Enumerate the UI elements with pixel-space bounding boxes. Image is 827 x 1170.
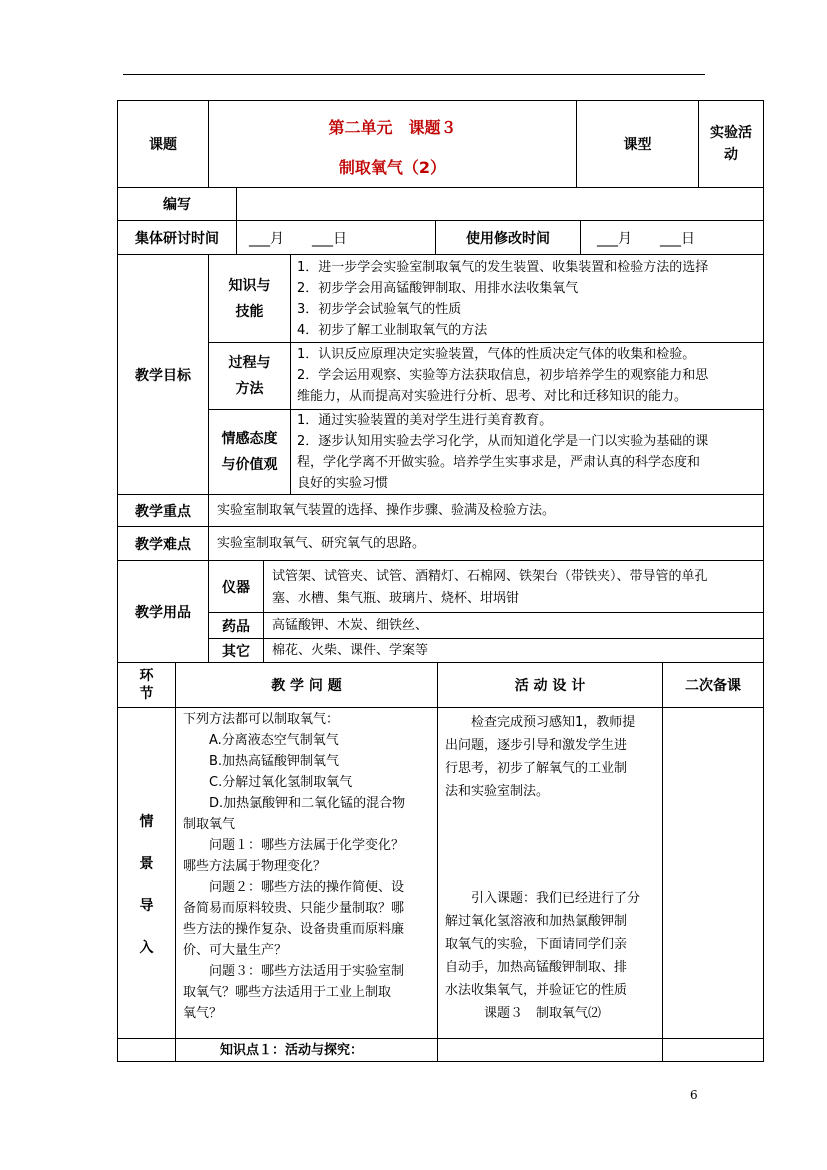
problem-line: 问题２：哪些方法的操作简便、设 <box>183 880 405 895</box>
instruments-line: 塞、水槽、集气瓶、玻璃片、烧杯、坩埚钳 <box>272 591 520 606</box>
problem-line: 问题３：哪些方法适用于实验室制 <box>183 964 405 979</box>
type-value-line1: 实验活 <box>710 125 752 141</box>
kp-notes-cell <box>662 1038 764 1062</box>
label-knowledge-skills <box>208 254 291 343</box>
scene-problems <box>175 707 438 1039</box>
label-activity-design: 活 动 设 计 <box>437 662 663 708</box>
label-topic: 课题 <box>117 100 209 188</box>
label-instruments: 仪器 <box>208 560 264 613</box>
page-number: 6 <box>690 1088 698 1102</box>
knowledge-item: 2．初步学会用高锰酸钾制取、用排水法收集氧气 <box>297 281 579 296</box>
knowledge-item: 1．进一步学会实验室制取氧气的发生装置、收集装置和检验方法的选择 <box>297 260 709 275</box>
knowledge-item: 4．初步了解工业制取氧气的方法 <box>297 323 488 338</box>
stage-label-1: 环 <box>139 668 154 684</box>
use-time-text: ___月 ___日 <box>597 230 695 247</box>
process-label-1: 过程与 <box>228 355 271 371</box>
activity-line: 水法收集氧气，并验证它的性质 <box>445 983 628 998</box>
use-time-value <box>580 220 764 255</box>
problem-line: 下列方法都可以制取氧气： <box>183 712 340 727</box>
problem-line: A.分离液态空气制氧气 <box>183 733 339 748</box>
type-value-line2: 动 <box>724 147 738 163</box>
problem-line: 取氧气？哪些方法适用于工业上制取 <box>183 985 392 1000</box>
process-item: 2．学会运用观察、实验等方法获取信息，初步培养学生的观察能力和思 <box>297 368 709 383</box>
activity-line: 解过氧化氢溶液和加热氯酸钾制 <box>445 914 628 929</box>
other-text: 棉花、火柴、课件、学案等 <box>272 643 429 658</box>
knowledge-point-heading <box>175 1038 438 1062</box>
problem-line: C.分解过氧化氢制取氧气 <box>183 775 353 790</box>
problem-line: 些方法的操作复杂、设备贵重而原料廉 <box>183 922 405 937</box>
drugs-text: 高锰酸钾、木炭、细铁丝、 <box>272 618 429 633</box>
stage-char: 情 <box>139 814 154 830</box>
process-item: 维能力，从而提高对实验进行分析、思考、对比和迁移知识的能力。 <box>297 389 688 404</box>
title-line2: 制取氧气（2） <box>338 158 447 177</box>
emotion-items <box>290 409 764 495</box>
activity-line: 自动手，加热高锰酸钾制取、排 <box>445 960 628 975</box>
label-key-point: 教学重点 <box>117 494 209 527</box>
stage-char: 景 <box>139 856 154 872</box>
label-difficulty: 教学难点 <box>117 526 209 561</box>
problem-line: 哪些方法属于物理变化？ <box>183 859 327 874</box>
difficulty-value <box>208 526 764 561</box>
activity-line: 法和实验室制法。 <box>445 784 550 799</box>
problem-line: 价、可大量生产？ <box>183 943 288 958</box>
activity-top <box>445 711 635 803</box>
lesson-title <box>208 100 577 188</box>
title-line1: 第二单元 课题３ <box>328 118 457 137</box>
emotion-item: 程，学化学离不开做实验。培养学生实事求是，严肃认真的科学态度和 <box>297 455 701 470</box>
label-author: 编写 <box>117 187 237 221</box>
label-stage <box>117 662 176 708</box>
knowledge-items <box>290 254 764 343</box>
problem-line: 问题１：哪些方法属于化学变化？ <box>183 838 405 853</box>
type-value <box>698 100 764 188</box>
emotion-item: 良好的实验习惯 <box>297 476 389 491</box>
process-item: 1．认识反应原理决定实验装置，气体的性质决定气体的收集和检验。 <box>297 347 696 362</box>
problem-line: B.加热高锰酸钾制氧气 <box>183 754 340 769</box>
problem-line: 氧气？ <box>183 1006 223 1021</box>
research-time-text: ___月 ___日 <box>249 230 347 247</box>
difficulty-text: 实验室制取氧气、研究氧气的思路。 <box>217 536 426 551</box>
problem-line: 制取氧气 <box>183 817 236 832</box>
label-type: 课型 <box>576 100 699 188</box>
problem-line: 备简易而原料较贵、只能少量制取？哪 <box>183 901 405 916</box>
label-emotion-values <box>208 409 291 495</box>
emotion-item: 2．逐步认知用实验去学习化学，从而知道化学是一门以实验为基础的课 <box>297 434 709 449</box>
other-value <box>263 638 764 663</box>
kp-activity-cell <box>437 1038 663 1062</box>
activity-line: 引入课题：我们已经进行了分 <box>445 891 641 906</box>
stage-char: 导 <box>139 898 154 914</box>
label-materials: 教学用品 <box>117 560 209 663</box>
label-teaching-problem: 教 学 问 题 <box>175 662 438 708</box>
activity-line: 行思考，初步了解氧气的工业制 <box>445 761 628 776</box>
author-value <box>236 187 764 221</box>
activity-line: 出问题，逐步引导和激发学生进 <box>445 738 628 753</box>
emotion-label-1: 情感态度 <box>221 431 278 447</box>
emotion-label-2: 与价值观 <box>221 457 278 473</box>
scene-activities <box>437 707 663 1039</box>
knowledge-point-text: 知识点１：活动与探究： <box>220 1042 364 1058</box>
activity-line: 检查完成预习感知1，教师提 <box>445 715 636 730</box>
activity-line: 取氧气的实验，下面请同学们亲 <box>445 937 628 952</box>
kp-stage-cell <box>117 1038 176 1062</box>
problem-line: D.加热氯酸钾和二氧化锰的混合物 <box>183 796 406 811</box>
label-process-methods <box>208 342 291 410</box>
knowledge-label-2: 技能 <box>235 303 264 320</box>
stage-label-2: 节 <box>139 686 154 702</box>
label-research-time: 集体研讨时间 <box>117 220 237 255</box>
instruments-line: 试管架、试管夹、试管、酒精灯、石棉网、铁架台（带铁夹）、带导管的单孔 <box>272 569 708 584</box>
stage-char: 入 <box>139 940 154 956</box>
key-point-value <box>208 494 764 527</box>
activity-bottom <box>445 887 640 1025</box>
scene-notes <box>662 707 764 1039</box>
label-use-time: 使用修改时间 <box>435 220 581 255</box>
emotion-item: 1．通过实验装置的美对学生进行美育教育。 <box>297 413 553 428</box>
label-drugs: 药品 <box>208 612 264 639</box>
header-rule <box>123 74 705 75</box>
label-second-prep: 二次备课 <box>662 662 764 708</box>
process-items <box>290 342 764 410</box>
label-other: 其它 <box>208 638 264 663</box>
drugs-value <box>263 612 764 639</box>
process-label-2: 方法 <box>235 381 264 397</box>
activity-line: 课题３ 制取氧气⑵ <box>445 1006 602 1021</box>
research-time-value <box>236 220 436 255</box>
instruments-value <box>263 560 764 613</box>
knowledge-label-1: 知识与 <box>228 277 271 294</box>
key-point-text: 实验室制取氧气装置的选择、操作步骤、验满及检验方法。 <box>217 503 556 518</box>
stage-scene-intro <box>117 707 176 1039</box>
knowledge-item: 3．初步学会试验氧气的性质 <box>297 302 462 317</box>
label-objectives: 教学目标 <box>117 254 209 495</box>
